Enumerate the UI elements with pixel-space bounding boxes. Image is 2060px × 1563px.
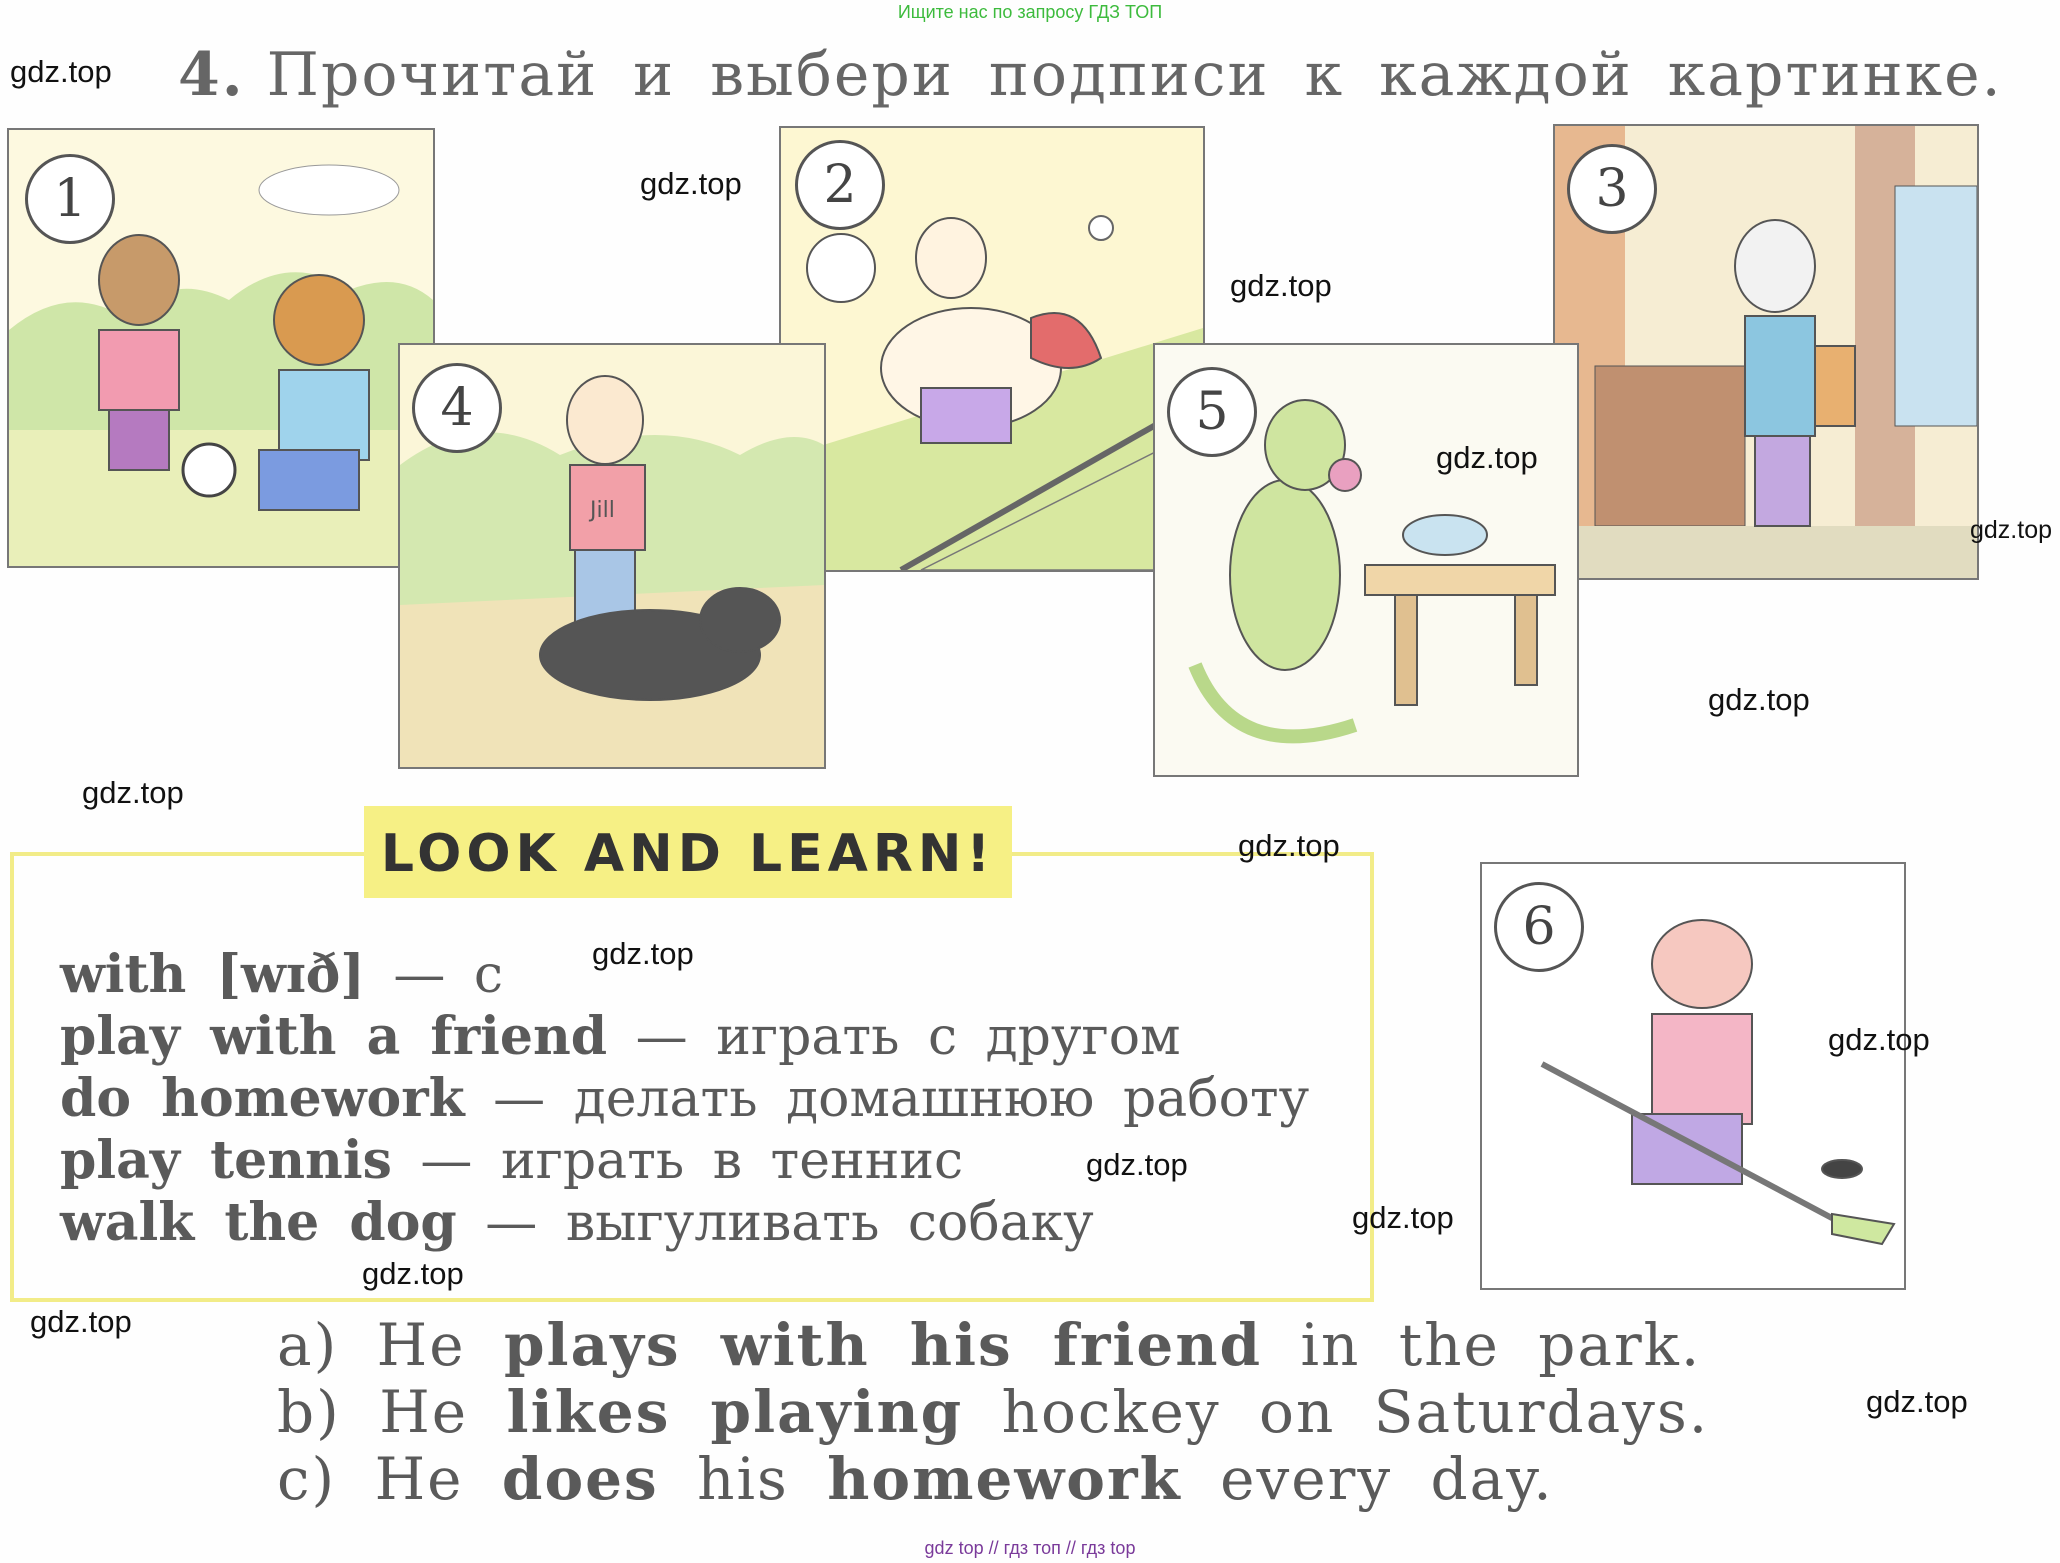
vocab-item	[60, 1192, 1309, 1254]
picture-5	[1153, 343, 1579, 777]
picture-5-number: 5	[1195, 382, 1229, 442]
watermark: gdz.top	[1086, 1147, 1188, 1182]
look-and-learn-title: LOOK AND LEARN!	[380, 824, 996, 884]
look-and-learn-banner	[364, 806, 1012, 898]
vocab-english: play with a friend	[60, 1006, 608, 1067]
picture-4	[398, 343, 826, 769]
sentence-letter: c)	[277, 1445, 337, 1513]
sentence-text: in the park.	[1300, 1311, 1702, 1379]
sentence-b	[277, 1379, 1709, 1446]
vocab-russian: с	[473, 945, 504, 1005]
vocab-item	[60, 1068, 1309, 1130]
sentence-text: He	[376, 1311, 466, 1379]
vocab-dash: —	[420, 1131, 473, 1191]
vocab-dash: —	[493, 1069, 546, 1129]
vocab-russian: выгуливать собаку	[565, 1193, 1094, 1253]
sentence-text: his	[697, 1445, 789, 1513]
vocab-russian: играть в теннис	[500, 1131, 964, 1191]
bottom-note: gdz top // гдз топ // гдз top	[924, 1538, 1136, 1558]
vocab-english: with [wɪð]	[60, 944, 365, 1005]
vocab-english: walk the dog	[60, 1192, 457, 1253]
vocab-dash: —	[635, 1007, 688, 1067]
sentence-text: hockey on Saturdays.	[1001, 1378, 1710, 1446]
watermark: gdz.top	[362, 1256, 464, 1291]
watermark: gdz.top	[1970, 516, 2053, 544]
task-instruction: Прочитай и выбери подписи к каждой картинке.	[266, 40, 2003, 110]
watermark: gdz.top	[1436, 440, 1538, 475]
sentence-bold: does	[501, 1445, 659, 1513]
picture-4-number: 4	[440, 378, 474, 438]
sentence-bold: likes playing	[506, 1378, 964, 1446]
vocab-russian: делать домашнюю работу	[573, 1069, 1310, 1129]
picture-4-shirt-text: Jill	[590, 498, 615, 523]
watermark: gdz.top	[30, 1304, 132, 1339]
sentence-text: He	[379, 1378, 469, 1446]
watermark: gdz.top	[640, 166, 742, 201]
picture-2	[779, 126, 1205, 572]
picture-6	[1480, 862, 1906, 1290]
vocab-russian: играть с другом	[716, 1007, 1181, 1067]
task-number: 4.	[178, 40, 245, 110]
sentence-text: every day.	[1220, 1445, 1554, 1513]
sentence-letter: a)	[277, 1311, 339, 1379]
watermark: gdz.top	[82, 775, 184, 810]
picture-5-number-badge	[1167, 367, 1257, 457]
watermark: gdz.top	[1230, 268, 1332, 303]
sentence-a	[277, 1312, 1709, 1379]
task-heading	[178, 40, 2003, 110]
watermark: gdz.top	[592, 936, 694, 971]
vocab-english: play tennis	[60, 1130, 392, 1191]
watermark: gdz.top	[1828, 1022, 1930, 1057]
watermark: gdz.top	[1238, 828, 1340, 863]
watermark: gdz.top	[1708, 682, 1810, 717]
picture-3	[1553, 124, 1979, 580]
vocab-item	[60, 1006, 1309, 1068]
vocab-english: do homework	[60, 1068, 465, 1129]
vocab-dash: —	[393, 945, 446, 1005]
picture-6-number: 6	[1522, 897, 1556, 957]
sentence-text: He	[374, 1445, 464, 1513]
picture-2-number: 2	[823, 155, 857, 215]
picture-4-number-badge	[412, 363, 502, 453]
picture-1-number-badge	[25, 154, 115, 244]
vocab-dash: —	[485, 1193, 538, 1253]
sentence-letter: b)	[277, 1378, 341, 1446]
vocabulary-list	[60, 944, 1309, 1254]
watermark: gdz.top	[1866, 1384, 1968, 1419]
top-search-note: Ищите нас по запросу ГДЗ ТОП	[897, 2, 1163, 22]
sentence-options	[277, 1312, 1709, 1513]
watermark: gdz.top	[10, 54, 112, 89]
sentence-bold: homework	[827, 1445, 1182, 1513]
sentence-bold: plays with his friend	[504, 1311, 1263, 1379]
picture-6-number-badge	[1494, 882, 1584, 972]
sentence-c	[277, 1446, 1709, 1513]
picture-2-number-badge	[795, 140, 885, 230]
picture-3-number-badge	[1567, 144, 1657, 234]
picture-3-number: 3	[1595, 159, 1629, 219]
watermark: gdz.top	[1352, 1200, 1454, 1235]
picture-1	[7, 128, 435, 568]
picture-1-number: 1	[53, 169, 87, 229]
